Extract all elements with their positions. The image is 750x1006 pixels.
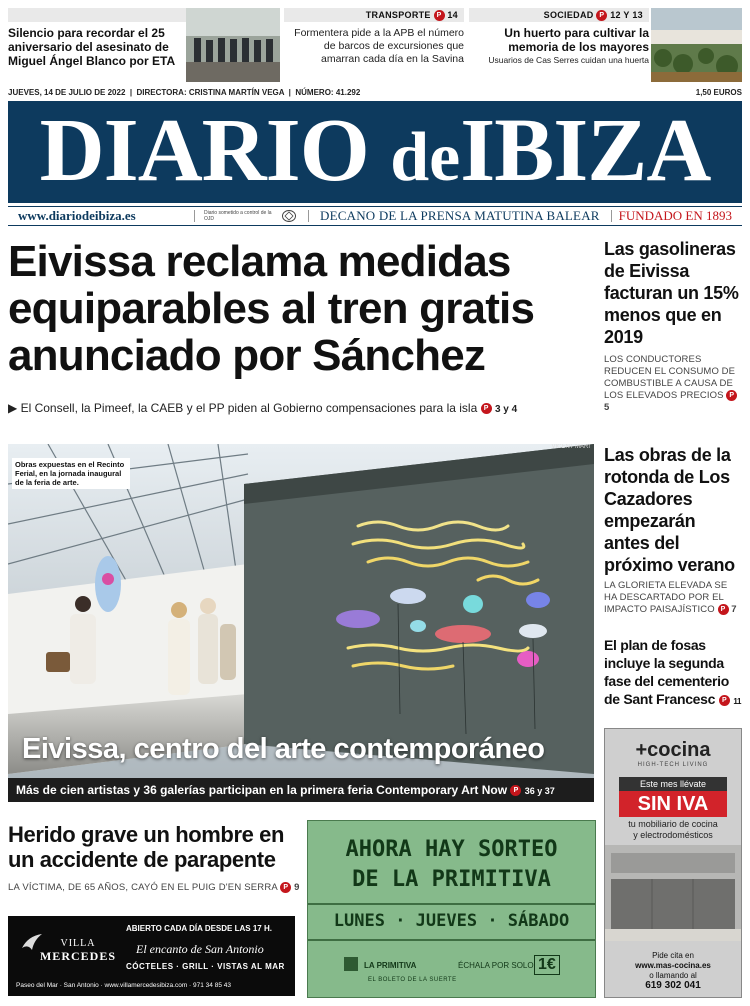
photo-title: Eivissa, centro del arte contemporáneo xyxy=(22,733,545,765)
side-story-fosas[interactable] xyxy=(604,636,742,711)
teaser-photo-sociedad xyxy=(651,8,742,82)
photo-subtitle xyxy=(8,778,594,802)
villa-brand-bottom: MERCEDES xyxy=(39,949,116,963)
cocina-detail-2: y electrodomésticos xyxy=(633,830,713,840)
lead-subhead-text: ▶ El Consell, la Pimeef, la CAEB y el PP piden al Gobierno compensaciones para la isla xyxy=(8,401,478,415)
primitiva-logo-icon xyxy=(344,957,358,971)
teaser-headline: Silencio para recordar el 25 aniversario del asesinato de Miguel Ángel Blanco por ETA xyxy=(8,26,176,68)
edition-director: DIRECTORA: CRISTINA MARTÍN VEGA xyxy=(136,88,285,97)
page-marker-icon: P xyxy=(718,604,729,615)
edition-price: 1,50 EUROS xyxy=(695,88,742,97)
tagline: DECANO DE LA PRENSA MATUTINA BALEAR xyxy=(320,208,600,223)
cocina-detail-1: tu mobiliario de cocina xyxy=(628,819,718,829)
lead-headline[interactable]: Eivissa reclama medidas equiparables al tren gratis anunciado por Sánchez xyxy=(8,237,535,380)
story-parapente-subhead-text: LA VÍCTIMA, DE 65 AÑOS, CAYÓ EN EL PUIG D'EN SERRA xyxy=(8,882,278,894)
primitiva-brand: LA PRIMITIVA xyxy=(364,961,417,970)
side-page: 11 xyxy=(733,697,742,706)
cocina-phone: 619 302 041 xyxy=(645,980,701,991)
teaser-photo-terrorismo xyxy=(186,8,280,82)
side-headline xyxy=(604,636,742,711)
photo-credit: VICENT MARÍ xyxy=(551,444,590,450)
primitiva-label: EL BOLETO DE LA SUERTE xyxy=(368,977,457,983)
page-marker-icon: P xyxy=(719,695,730,706)
logo-word-3: IBIZA xyxy=(460,101,711,200)
villa-tagline: El encanto de San Antonio xyxy=(136,942,264,956)
page-marker-icon: P xyxy=(726,390,737,401)
cocina-contact xyxy=(605,951,741,991)
villa-services: CÓCTELES · GRILL · VISTAS AL MAR xyxy=(126,962,285,971)
founded: FUNDADO EN 1893 xyxy=(618,208,732,223)
villa-logo xyxy=(38,938,118,964)
photo-page: 36 y 37 xyxy=(524,786,555,796)
side-page: 5 xyxy=(604,402,610,414)
story-parapente-headline[interactable]: Herido grave un hombre en un accidente de parapente xyxy=(8,822,285,872)
cocina-offer: SIN IVA xyxy=(619,791,727,817)
ad-la-primitiva[interactable] xyxy=(307,820,596,998)
story-parapente-page: 9 xyxy=(294,882,300,894)
primitiva-footer xyxy=(308,947,595,987)
cocina-web[interactable]: www.mas-cocina.es xyxy=(635,961,711,970)
photo-subtitle-text: Más de cien artistas y 36 galerías participan en la primera feria Contemporary Art Now xyxy=(16,783,508,797)
villa-bird-icon xyxy=(20,932,44,954)
lead-photo[interactable] xyxy=(8,444,594,802)
kitchen-photo xyxy=(605,845,741,941)
cocina-contact-2: o llamando al xyxy=(649,971,697,980)
teaser-sociedad[interactable] xyxy=(469,8,649,84)
page-marker-icon: P xyxy=(510,785,521,796)
side-subhead-text: LA GLORIETA ELEVADA SE HA DESCARTADO POR EL IMPACTO PAISAJÍSTICO xyxy=(604,580,728,616)
divider xyxy=(308,903,595,905)
side-headline: Las obras de la rotonda de Los Cazadores empezarán antes del próximo verano xyxy=(604,445,735,575)
edition-number: NÚMERO: 41.292 xyxy=(295,88,361,97)
side-subhead xyxy=(604,580,742,616)
side-headline-text: El plan de fosas incluye la segunda fase del cementerio de Sant Francesc xyxy=(604,637,730,707)
audit-note: Diario sometido a control de la OJD xyxy=(204,210,272,222)
edition-date: JUEVES, 14 DE JULIO DE 2022 xyxy=(8,88,126,97)
cocina-logo xyxy=(605,739,741,768)
masthead-strap xyxy=(8,206,742,226)
ad-cocina[interactable] xyxy=(604,728,742,998)
lead-subhead xyxy=(8,401,588,415)
page-marker-icon: P xyxy=(596,10,607,21)
teaser-transporte[interactable] xyxy=(284,8,464,84)
photo-caption: Obras expuestas en el Recinto Ferial, en la jornada inaugural de la feria de arte. xyxy=(12,458,130,489)
ad-villa-mercedes[interactable] xyxy=(8,916,295,996)
villa-opening: ABIERTO CADA DÍA DESDE LAS 17 H. xyxy=(126,924,272,933)
villa-address: Paseo del Mar · San Antonio · www.villamercedesibiza.com · 971 34 85 43 xyxy=(16,982,231,989)
cocina-promo: Este mes llévate xyxy=(619,777,727,791)
teaser-headline: Un huerto para cultivar la memoria de los mayores xyxy=(504,26,649,54)
primitiva-line-1: AHORA HAY SORTEO xyxy=(345,837,558,862)
divider xyxy=(308,210,309,222)
side-headline: Las gasolineras de Eivissa facturan un 15% menos que en 2019 xyxy=(604,239,739,347)
divider xyxy=(194,210,195,222)
side-page: 7 xyxy=(731,604,737,616)
logo-word-1: DIARIO xyxy=(39,101,369,200)
divider xyxy=(611,210,612,222)
page-marker-icon: P xyxy=(434,10,445,21)
cocina-contact-1: Pide cita en xyxy=(652,951,694,960)
masthead-logo[interactable] xyxy=(8,101,742,203)
teaser-section: SOCIEDAD P 12 Y 13 xyxy=(469,8,649,22)
teaser-subhead: Usuarios de Cas Serres cuidan una huerta xyxy=(488,55,649,65)
primitiva-bet: ÉCHALA POR SOLO xyxy=(458,961,534,970)
divider xyxy=(308,939,595,941)
page-marker-icon: P xyxy=(280,882,291,893)
side-story-gasolineras[interactable] xyxy=(604,238,742,414)
page-marker-icon: P xyxy=(481,403,492,414)
edition-info: JUEVES, 14 DE JULIO DE 2022 | DIRECTORA: CRISTINA MARTÍN VEGA | NÚMERO: 41.292 1,50 EUROS xyxy=(8,88,742,97)
story-parapente-subhead xyxy=(8,882,300,893)
primitiva-days: LUNES · JUEVES · SÁBADO xyxy=(333,911,570,931)
teaser-section: TRANSPORTE P 14 xyxy=(284,8,464,22)
cocina-detail xyxy=(605,819,741,841)
website-link[interactable]: www.diariodeibiza.es xyxy=(18,208,136,223)
side-story-rotonda[interactable] xyxy=(604,444,742,616)
primitiva-price: 1€ xyxy=(534,955,560,975)
logo-word-2: de xyxy=(390,119,461,196)
villa-brand-top: VILLA xyxy=(60,938,96,949)
teaser-headline: Formentera pide a la APB el número de barcos de excursiones que amarran cada día en la Savina xyxy=(294,27,464,65)
primitiva-line-2: DE LA PRIMITIVA xyxy=(352,867,551,892)
cocina-brand: +cocina xyxy=(635,739,711,761)
ojd-seal-icon xyxy=(282,210,296,222)
cocina-brand-sub: HIGH-TECH LIVING xyxy=(637,762,709,768)
side-subhead-text: LOS CONDUCTORES REDUCEN EL CONSUMO DE COMBUSTIBLE A CAUSA DE LOS ELEVADOS PRECIOS xyxy=(604,354,736,402)
side-subhead xyxy=(604,354,742,414)
lead-page: 3 y 4 xyxy=(494,404,518,415)
